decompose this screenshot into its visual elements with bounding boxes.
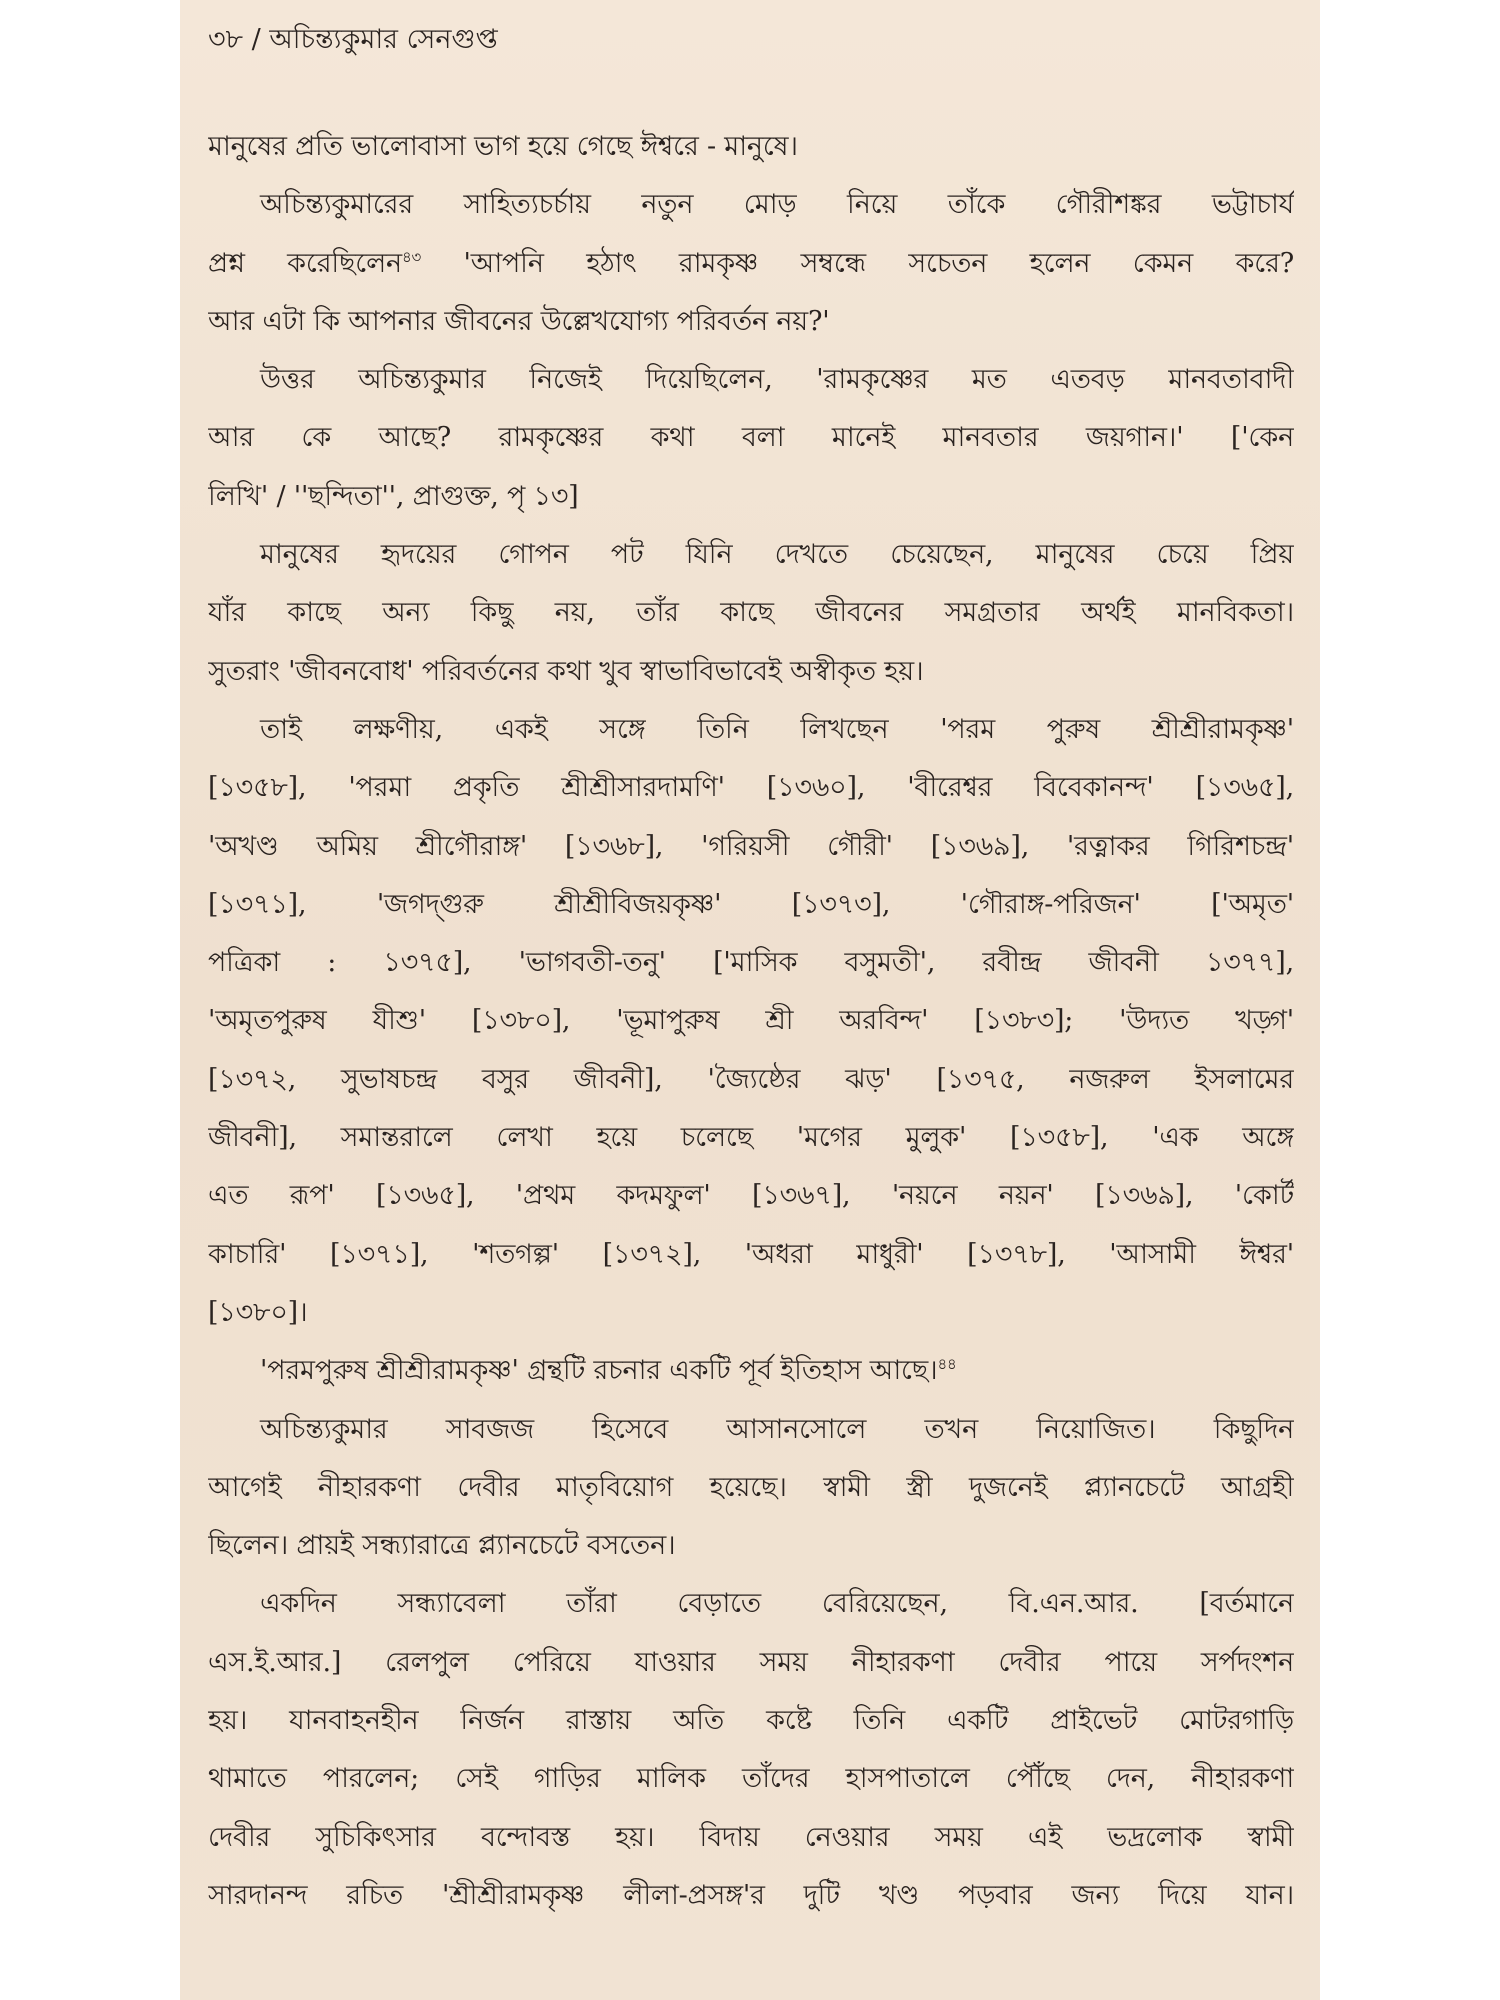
text-line: মানুষের প্রতি ভালোবাসা ভাগ হয়ে গেছে ঈশ্বরে - মানুষে। bbox=[208, 131, 798, 162]
text-line: 'অখণ্ড অমিয় শ্রীগৌরাঙ্গ' [১৩৬৮], 'গরিয়সী গৌরী' [১৩৬৯], 'রত্নাকর গিরিশচন্দ্র' bbox=[208, 830, 1294, 862]
footnote-ref: ৪৪ bbox=[937, 1355, 957, 1374]
text-line: মানুষের হৃদয়ের গোপন পট যিনি দেখতে চেয়েছেন, মানুষের চেয়ে প্রিয় bbox=[260, 539, 1294, 571]
text-segment: 'পরমপুরুষ শ্রীশ্রীরামকৃষ্ণ' গ্রন্থটি রচনার একটি পূর্ব ইতিহাস আছে। bbox=[260, 1355, 938, 1387]
text-line: জীবনী], সমান্তরালে লেখা হয়ে চলেছে 'মগের মুলুক' [১৩৫৮], 'এক অঙ্গে bbox=[208, 1122, 1294, 1154]
text-line: এত রূপ' [১৩৬৫], 'প্রথম কদমফুল' [১৩৬৭], 'নয়নে নয়ন' [১৩৬৯], 'কোর্ট bbox=[208, 1180, 1294, 1212]
text-line: থামাতে পারলেন; সেই গাড়ির মালিক তাঁদের হাসপাতালে পৌঁছে দেন, নীহারকণা bbox=[208, 1763, 1294, 1795]
text-line: [১৩৭১], 'জগদ্গুরু শ্রীশ্রীবিজয়কৃষ্ণ' [১৩৭৩], 'গৌরাঙ্গ-পরিজন' ['অমৃত' bbox=[208, 888, 1294, 920]
text-line: সুতরাং 'জীবনবোধ' পরিবর্তনের কথা খুব স্বাভাবিভাবেই অস্বীকৃত হয়। bbox=[208, 655, 924, 687]
text-line: আর এটা কি আপনার জীবনের উল্লেখযোগ্য পরিবর্তন নয়?' bbox=[208, 305, 830, 337]
text-line: [১৩৭২, সুভাষচন্দ্র বসুর জীবনী], 'জ্যৈষ্ঠের ঝড়' [১৩৭৫, নজরুল ইসলামের bbox=[208, 1063, 1294, 1095]
text-line bbox=[208, 235, 1294, 293]
text-line: [১৩৫৮], 'পরমা প্রকৃতি শ্রীশ্রীসারদামণি' [১৩৬০], 'বীরেশ্বর বিবেকানন্দ' [১৩৬৫], bbox=[208, 772, 1294, 804]
book-page bbox=[180, 0, 1320, 2000]
text-line: ছিলেন। প্রায়ই সন্ধ্যারাত্রে প্ল্যানচেটে বসতেন। bbox=[208, 1530, 676, 1562]
running-head: ৩৮ / অচিন্ত্যকুমার সেনগুপ্ত bbox=[208, 24, 498, 55]
text-line: তাই লক্ষণীয়, একই সঙ্গে তিনি লিখছেন 'পরম পুরুষ শ্রীশ্রীরামকৃষ্ণ' bbox=[260, 713, 1294, 745]
text-line: অচিন্ত্যকুমারের সাহিত্যচর্চায় নতুন মোড় নিয়ে তাঁকে গৌরীশঙ্কর ভট্টাচার্য bbox=[260, 189, 1294, 221]
text-line: একদিন সন্ধ্যাবেলা তাঁরা বেড়াতে বেরিয়েছেন, বি.এন.আর. [বর্তমানে bbox=[260, 1588, 1294, 1620]
text-line: লিখি' / ''ছন্দিতা'', প্রাগুক্ত, পৃ ১৩] bbox=[208, 480, 579, 512]
text-segment: 'আপনি হঠাৎ রামকৃষ্ণ সম্বন্ধে সচেতন হলেন কেমন করে? bbox=[421, 247, 1294, 279]
text-line: দেবীর সুচিকিৎসার বন্দোবস্ত হয়। বিদায় নেওয়ার সময় এই ভদ্রলোক স্বামী bbox=[208, 1821, 1294, 1853]
text-line: আগেই নীহারকণা দেবীর মাতৃবিয়োগ হয়েছে। স্বামী স্ত্রী দুজনেই প্ল্যানচেটে আগ্রহী bbox=[208, 1471, 1294, 1503]
text-line: উত্তর অচিন্ত্যকুমার নিজেই দিয়েছিলেন, 'রামকৃষ্ণের মত এতবড় মানবতাবাদী bbox=[260, 364, 1294, 396]
text-line: 'অমৃতপুরুষ যীশু' [১৩৮০], 'ভূমাপুরুষ শ্রী অরবিন্দ' [১৩৮৩]; 'উদ্যত খড়্গ' bbox=[208, 1005, 1294, 1037]
text-line: অচিন্ত্যকুমার সাবজজ হিসেবে আসানসোলে তখন নিয়োজিত। কিছুদিন bbox=[260, 1413, 1294, 1445]
text-line: আর কে আছে? রামকৃষ্ণের কথা বলা মানেই মানবতার জয়গান।' ['কেন bbox=[208, 422, 1294, 454]
text-line: এস.ই.আর.] রেলপুল পেরিয়ে যাওয়ার সময় নীহারকণা দেবীর পায়ে সর্পদংশন bbox=[208, 1646, 1294, 1678]
footnote-ref: ৪৩ bbox=[401, 247, 422, 266]
text-line: কাচারি' [১৩৭১], 'শতগল্প' [১৩৭২], 'অধরা মাধুরী' [১৩৭৮], 'আসামী ঈশ্বর' bbox=[208, 1238, 1294, 1270]
text-line: হয়। যানবাহনহীন নির্জন রাস্তায় অতি কষ্টে তিনি একটি প্রাইভেট মোটরগাড়ি bbox=[208, 1705, 1294, 1737]
text-line: যাঁর কাছে অন্য কিছু নয়, তাঁর কাছে জীবনের সমগ্রতার অর্থই মানবিকতা। bbox=[208, 597, 1294, 629]
text-line: [১৩৮০]। bbox=[208, 1296, 308, 1328]
text-line bbox=[208, 1342, 1294, 1400]
text-segment: প্রশ্ন করেছিলেন bbox=[208, 247, 402, 279]
text-line: সারদানন্দ রচিত 'শ্রীশ্রীরামকৃষ্ণ লীলা-প্রসঙ্গ'র দুটি খণ্ড পড়বার জন্য দিয়ে যান। bbox=[208, 1879, 1294, 1911]
body-text bbox=[208, 118, 1294, 1925]
text-line: পত্রিকা : ১৩৭৫], 'ভাগবতী-তনু' ['মাসিক বসুমতী', রবীন্দ্র জীবনী ১৩৭৭], bbox=[208, 947, 1294, 979]
